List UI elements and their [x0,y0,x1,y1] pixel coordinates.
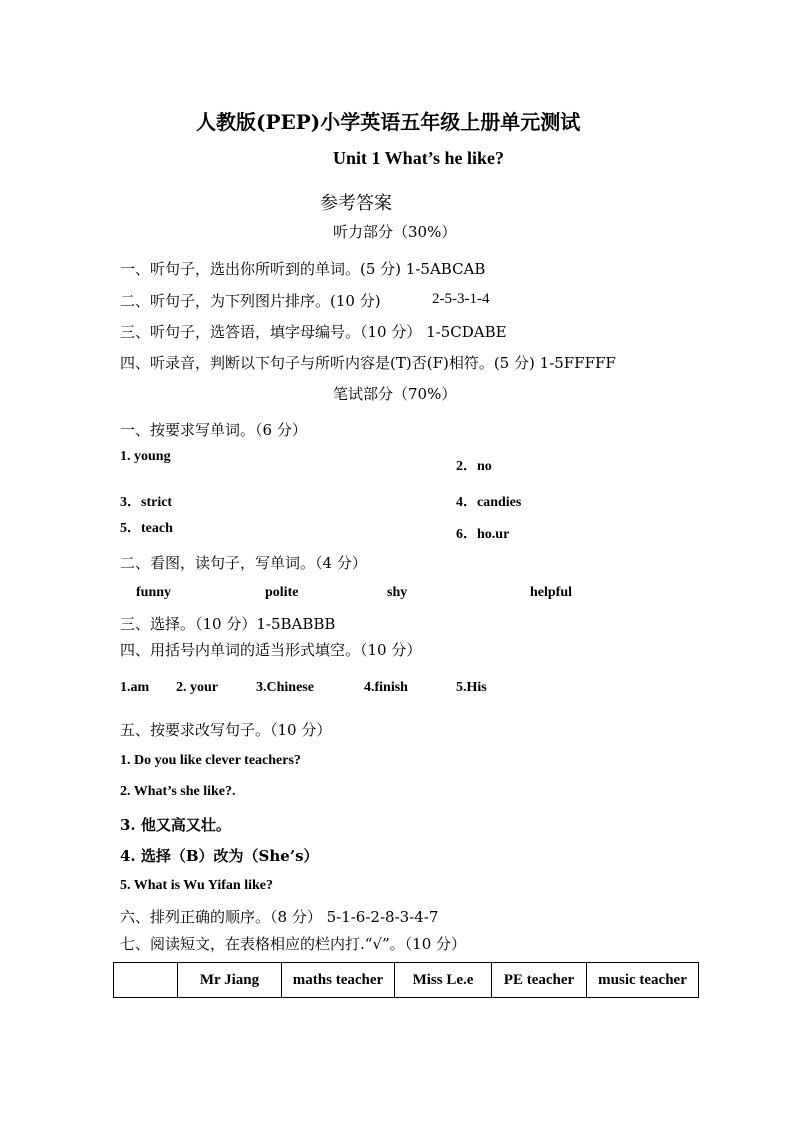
s4-answer: 1.am [120,680,150,695]
s1-item: 3．strict [120,495,173,510]
section-1-title: 一、按要求写单词。（6 分） [120,421,307,439]
listening-q3: 三、听句子，选答语，填字母编号。（10 分） 1-5CDABE [120,323,507,341]
s1-item: 5．teach [120,521,173,536]
s1-item: 1. young [120,449,171,464]
s4-answer: 4.finish [364,680,408,695]
s2-word: polite [265,585,299,600]
section-4-title: 四、用括号内单词的适当形式填空。（10 分） [120,641,422,659]
table-cell [114,963,178,998]
table-cell: music teacher [587,963,699,998]
s4-answer: 5.His [456,680,487,695]
writing-heading: 笔试部分（70%） [333,385,457,403]
s1-item: 2．no [456,459,492,474]
section-3: 三、选择。（10 分）1-5BABBB [120,615,336,633]
listening-q2-answer: 2-5-3-1-4 [432,291,490,307]
s1-item: 6．ho.ur [456,527,510,542]
s5-item: 1. Do you like clever teachers? [120,753,301,768]
s1-item: 4．candies [456,495,522,510]
listening-q4: 四、听录音，判断以下句子与所听内容是(T)否(F)相符。(5 分) 1-5FFFFF [120,354,616,372]
reading-table [113,962,699,998]
unit-subtitle: Unit 1 What’s he like? [333,148,505,168]
section-6: 六、排列正确的顺序。（8 分） 5-1-6-2-8-3-4-7 [120,908,439,926]
s5-item: 5. What is Wu Yifan like? [120,878,274,893]
s5-item: 3. 他又高又壮。 [120,816,231,834]
table-cell: Miss Le.e [395,963,492,998]
answer-key-label: 参考答案 [320,193,392,214]
s5-item: 4. 选择（B）改为（She’s） [120,847,319,865]
section-5-title: 五、按要求改写句子。（10 分） [120,721,332,739]
table-cell: Mr Jiang [178,963,282,998]
page-title: 人教版(PEP)小学英语五年级上册单元测试 [196,110,581,134]
s5-item: 2. What’s she like?. [120,784,236,799]
s4-answer: 2. your [176,680,218,695]
listening-q1: 一、听句子，选出你所听到的单词。(5 分) 1-5ABCAB [120,260,486,278]
listening-heading: 听力部分（30%） [333,223,457,241]
s2-word: shy [387,585,408,600]
s2-word: helpful [530,585,573,600]
section-7-title: 七、阅读短文，在表格相应的栏内打.“√”。（10 分） [120,935,467,953]
s2-word: funny [136,585,172,600]
section-2-title: 二、看图，读句子，写单词。（4 分） [120,554,367,572]
table-row [114,963,699,998]
table-cell: maths teacher [282,963,395,998]
table-cell: PE teacher [492,963,587,998]
listening-q2: 二、听句子，为下列图片排序。(10 分) [120,292,381,310]
s4-answer: 3.Chinese [256,680,314,695]
